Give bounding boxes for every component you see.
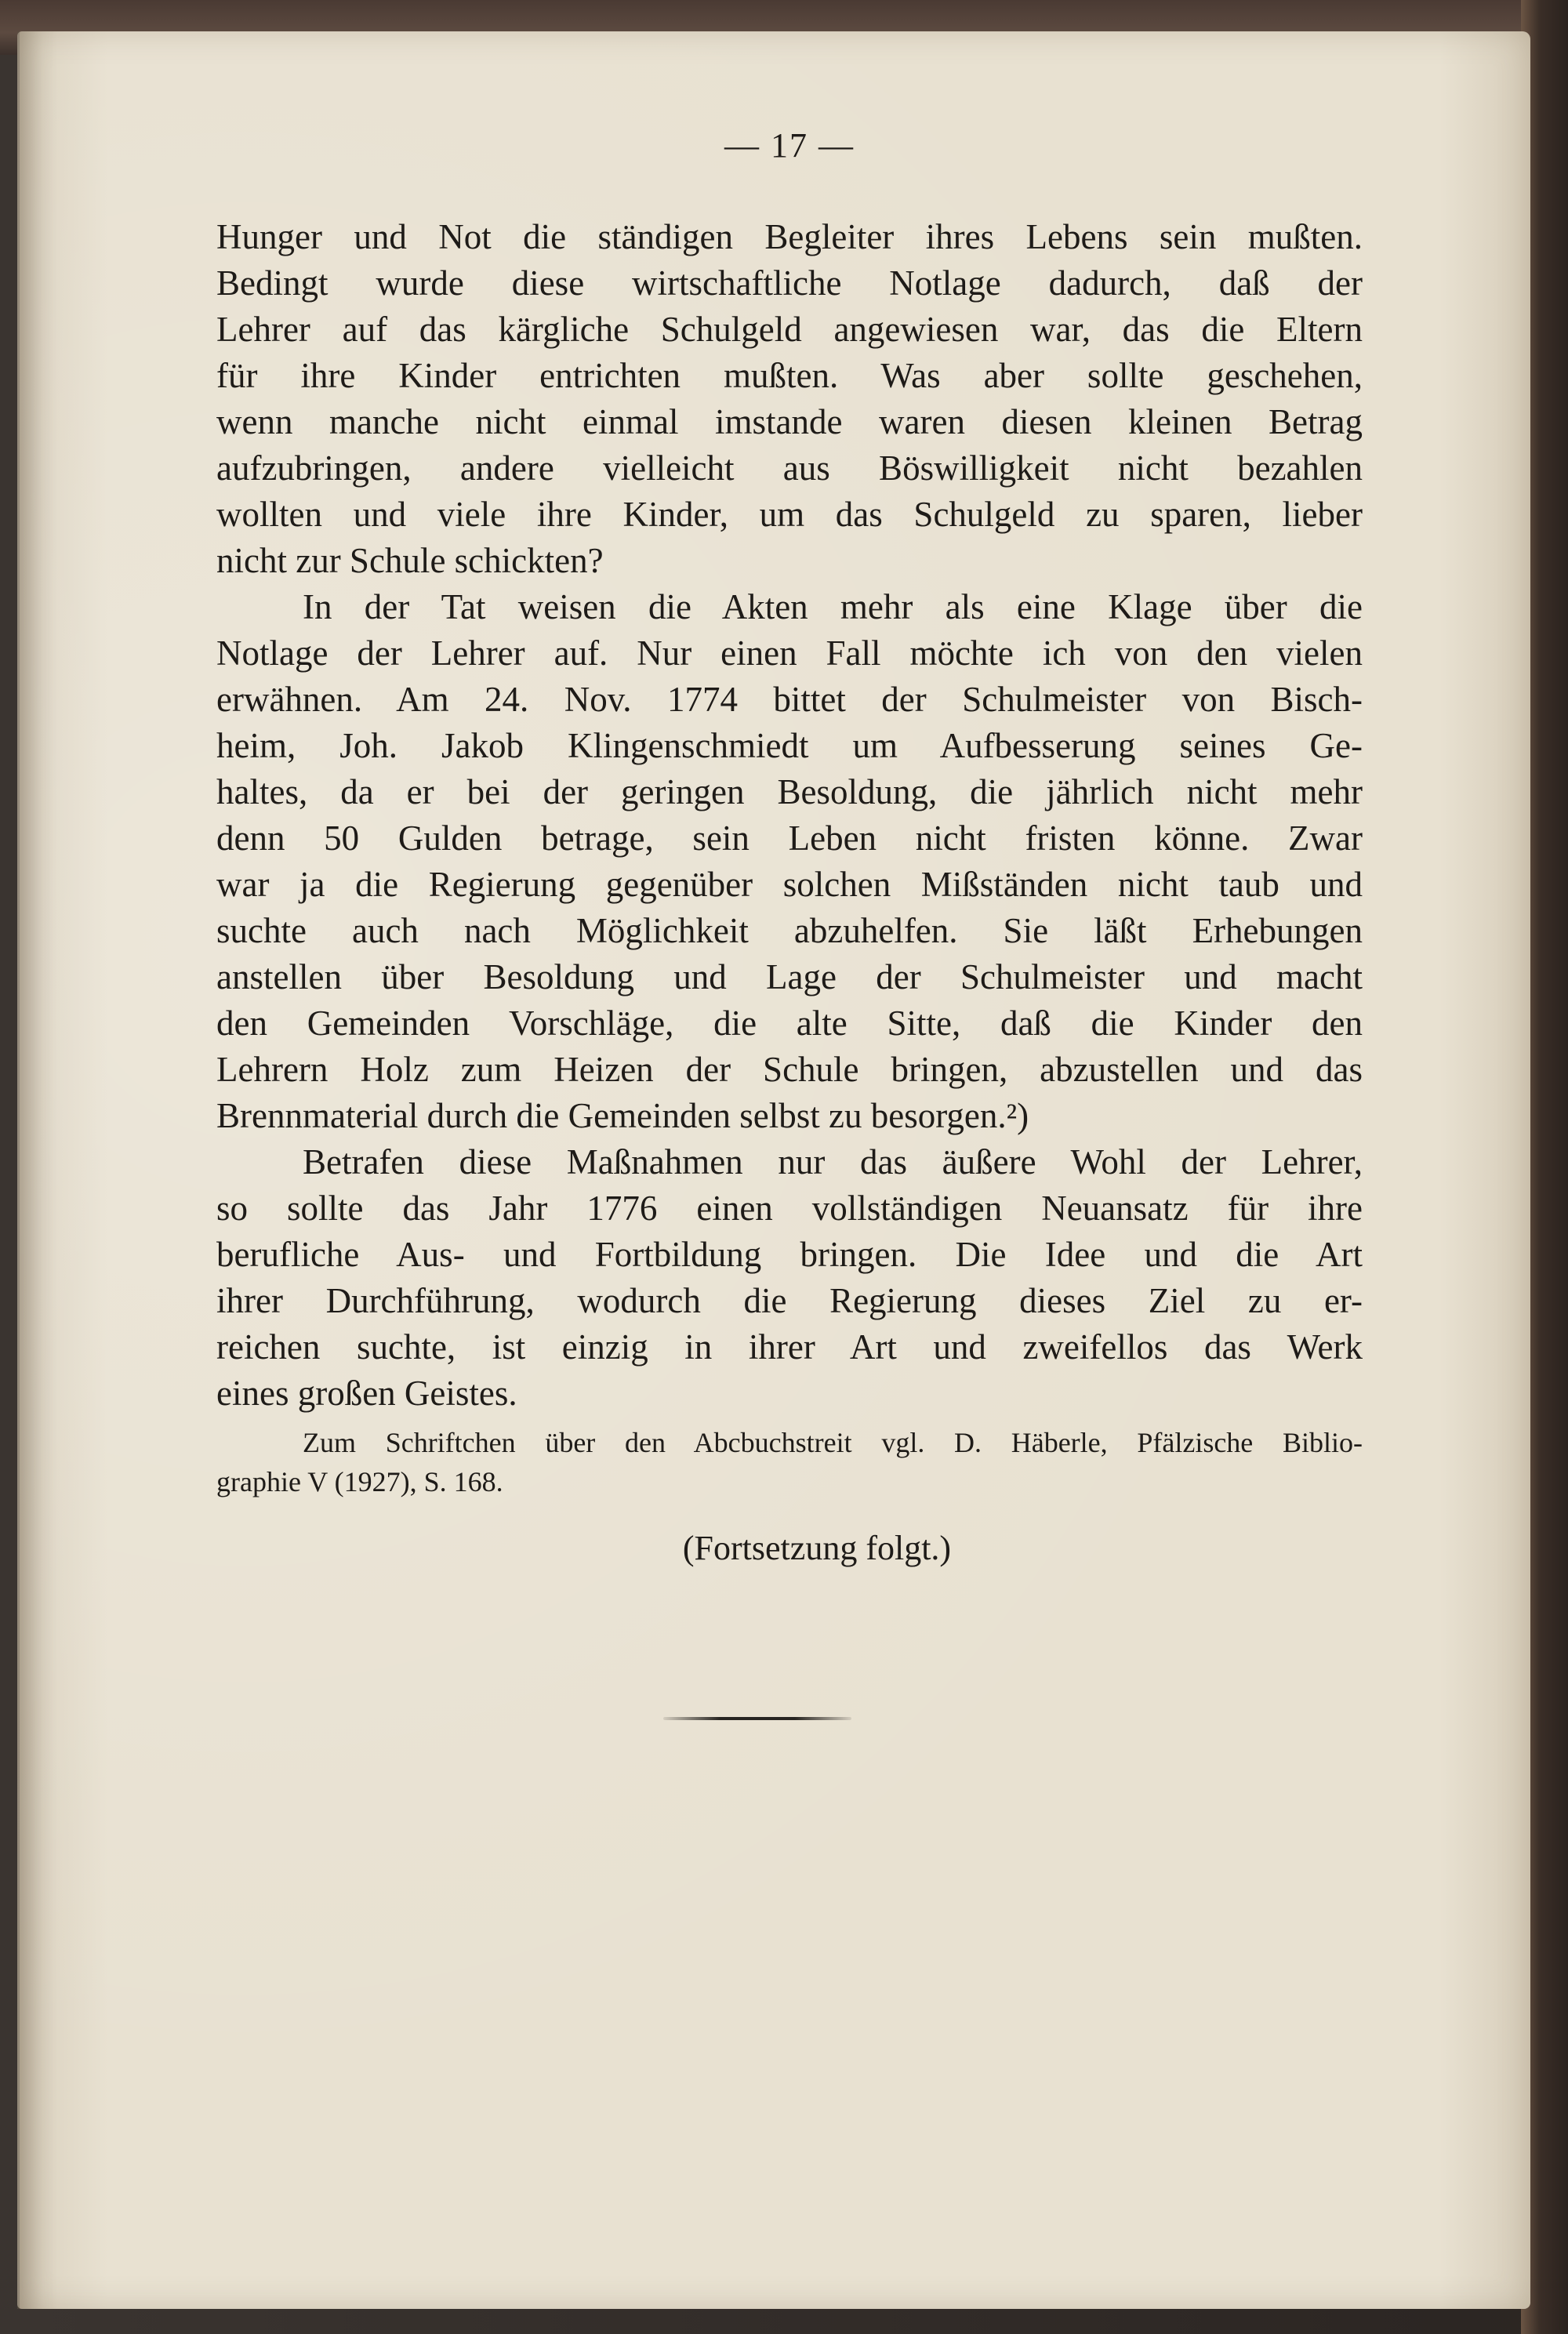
text-line: Betrafen diese Maßnahmen nur das äußere Wohl der Lehrer, (303, 1142, 1363, 1182)
paragraph-3 (216, 1139, 1363, 1417)
section-rule (663, 1717, 851, 1720)
text-line: so sollte das Jahr 1776 einen vollständigen Neuansatz für ihre (216, 1189, 1363, 1228)
text-line: nicht zur Schule schickten? (216, 541, 604, 580)
text-line: Hunger und Not die ständigen Begleiter ihres Lebens sein mußten. (216, 217, 1363, 256)
text-line: In der Tat weisen die Akten mehr als eine Klage über die (303, 587, 1363, 626)
text-line: suchte auch nach Möglichkeit abzuhelfen. Sie läßt Erhebungen (216, 911, 1363, 950)
page-text (216, 125, 1363, 1568)
text-line: ihrer Durchführung, wodurch die Regierung dieses Ziel zu er- (216, 1281, 1363, 1320)
text-line: Notlage der Lehrer auf. Nur einen Fall möchte ich von den vielen (216, 633, 1363, 673)
text-line: Lehrern Holz zum Heizen der Schule bringen, abzustellen und das (216, 1050, 1363, 1089)
continuation-note: (Fortsetzung folgt.) (682, 1529, 952, 1567)
text-line: für ihre Kinder entrichten mußten. Was aber sollte geschehen, (216, 356, 1363, 395)
text-line: Bedingt wurde diese wirtschaftliche Notlage dadurch, daß der (216, 263, 1363, 303)
text-line: den Gemeinden Vorschläge, die alte Sitte, daß die Kinder den (216, 1004, 1363, 1043)
page-number: — 17 — (724, 126, 855, 165)
text-line: Brennmaterial durch die Gemeinden selbst zu besorgen.²) (216, 1096, 1029, 1135)
text-line: berufliche Aus- und Fortbildung bringen. Die Idee und die Art (216, 1235, 1363, 1274)
footnote-line: Zum Schriftchen über den Abcbuchstreit vgl. D. Häberle, Pfälzische Biblio- (303, 1427, 1363, 1458)
text-line: wenn manche nicht einmal imstande waren diesen kleinen Betrag (216, 402, 1363, 441)
text-line: reichen suchte, ist einzig in ihrer Art und zweifellos das Werk (216, 1327, 1363, 1367)
paragraph-2 (216, 584, 1363, 1139)
text-line: anstellen über Besoldung und Lage der Schulmeister und macht (216, 957, 1363, 996)
text-line: heim, Joh. Jakob Klingenschmiedt um Aufbesserung seines Ge- (216, 726, 1363, 765)
text-line: Lehrer auf das kärgliche Schulgeld angewiesen war, das die Eltern (216, 310, 1363, 349)
text-line: erwähnen. Am 24. Nov. 1774 bittet der Schulmeister von Bisch- (216, 680, 1363, 719)
text-line: denn 50 Gulden betrage, sein Leben nicht fristen könne. Zwar (216, 819, 1363, 858)
footnote-line: graphie V (1927), S. 168. (216, 1466, 503, 1497)
text-line: war ja die Regierung gegenüber solchen Mißständen nicht taub und (216, 865, 1363, 904)
text-line: eines großen Geistes. (216, 1374, 517, 1413)
text-line: wollten und viele ihre Kinder, um das Schulgeld zu sparen, lieber (216, 495, 1363, 534)
page-gutter (17, 31, 57, 2309)
text-line: haltes, da er bei der geringen Besoldung, die jährlich nicht mehr (216, 772, 1363, 811)
footnote (216, 1423, 1363, 1501)
paragraph-1 (216, 214, 1363, 584)
text-line: aufzubringen, andere vielleicht aus Böswilligkeit nicht bezahlen (216, 448, 1363, 488)
